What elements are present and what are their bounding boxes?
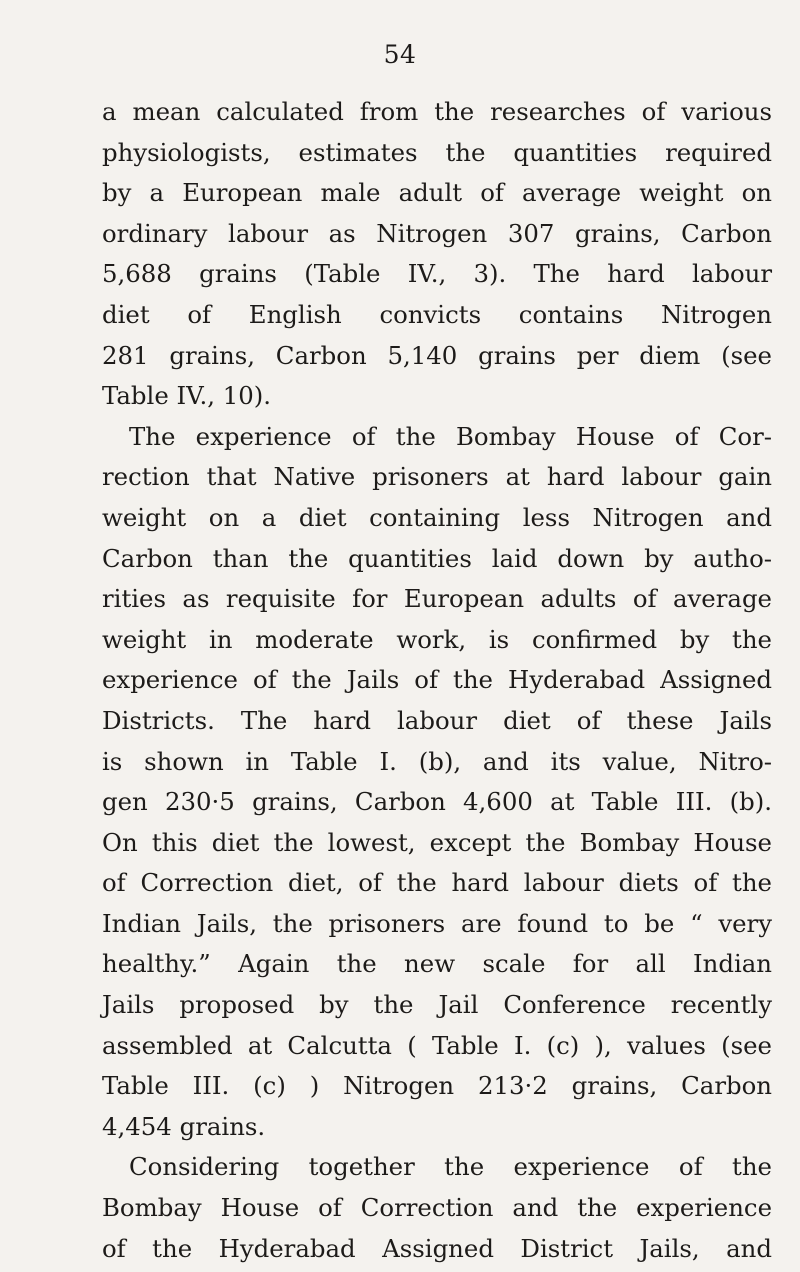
text-line: Jails proposed by the Jail Conference recently — [102, 990, 772, 1020]
text-line: of Correction diet, of the hard labour diets of the — [102, 868, 772, 898]
text-line: Bombay House of Correction and the experience — [102, 1193, 772, 1223]
text-line: gen 230·5 grains, Carbon 4,600 at Table III. (b). — [102, 787, 772, 817]
text-line: assembled at Calcutta ( Table I. (c) ), values (see — [102, 1030, 772, 1060]
text-line: rection that Native prisoners at hard labour gain — [102, 462, 772, 492]
text-line: is shown in Table I. (b), and its value, Nitro- — [102, 746, 772, 776]
text-line: a mean calculated from the researches of various — [102, 97, 772, 126]
page-number: 54 — [383, 40, 417, 69]
text-line: Table IV., 10). — [102, 381, 272, 411]
text-line: diet of English convicts contains Nitrogen — [102, 299, 772, 329]
text-line: Table III. (c) ) Nitrogen 213·2 grains, Carbon — [102, 1071, 772, 1101]
text-line: 281 grains, Carbon 5,140 grains per diem (see — [102, 340, 772, 370]
text-line: 4,454 grains. — [102, 1111, 266, 1141]
text-line: Carbon than the quantities laid down by autho- — [102, 543, 772, 573]
text-line: by a European male adult of average weight on — [102, 178, 772, 208]
text-line: experience of the Jails of the Hyderabad Assigned — [102, 665, 772, 695]
text-line: ordinary labour as Nitrogen 307 grains, Carbon — [102, 218, 772, 248]
text-line: healthy.” Again the new scale for all Indian — [102, 949, 772, 979]
text-line: physiologists, estimates the quantities required — [102, 137, 772, 167]
text-line: Considering together the experience of the — [129, 1152, 772, 1182]
text-line: rities as requisite for European adults of average — [102, 584, 772, 614]
text-line: Districts. The hard labour diet of these Jails — [102, 705, 772, 735]
text-line: Indian Jails, the prisoners are found to be “ very — [102, 908, 772, 938]
body-text — [102, 92, 772, 1269]
text-line: of the Hyderabad Assigned District Jails, and — [102, 1233, 772, 1263]
text-line: 5,688 grains (Table IV., 3). The hard labour — [102, 259, 772, 289]
text-line: The experience of the Bombay House of Cor- — [129, 421, 772, 451]
text-line: On this diet the lowest, except the Bombay House — [102, 827, 772, 857]
text-line: weight in moderate work, is confirmed by the — [102, 624, 772, 654]
text-line: weight on a diet containing less Nitrogen and — [102, 502, 772, 532]
